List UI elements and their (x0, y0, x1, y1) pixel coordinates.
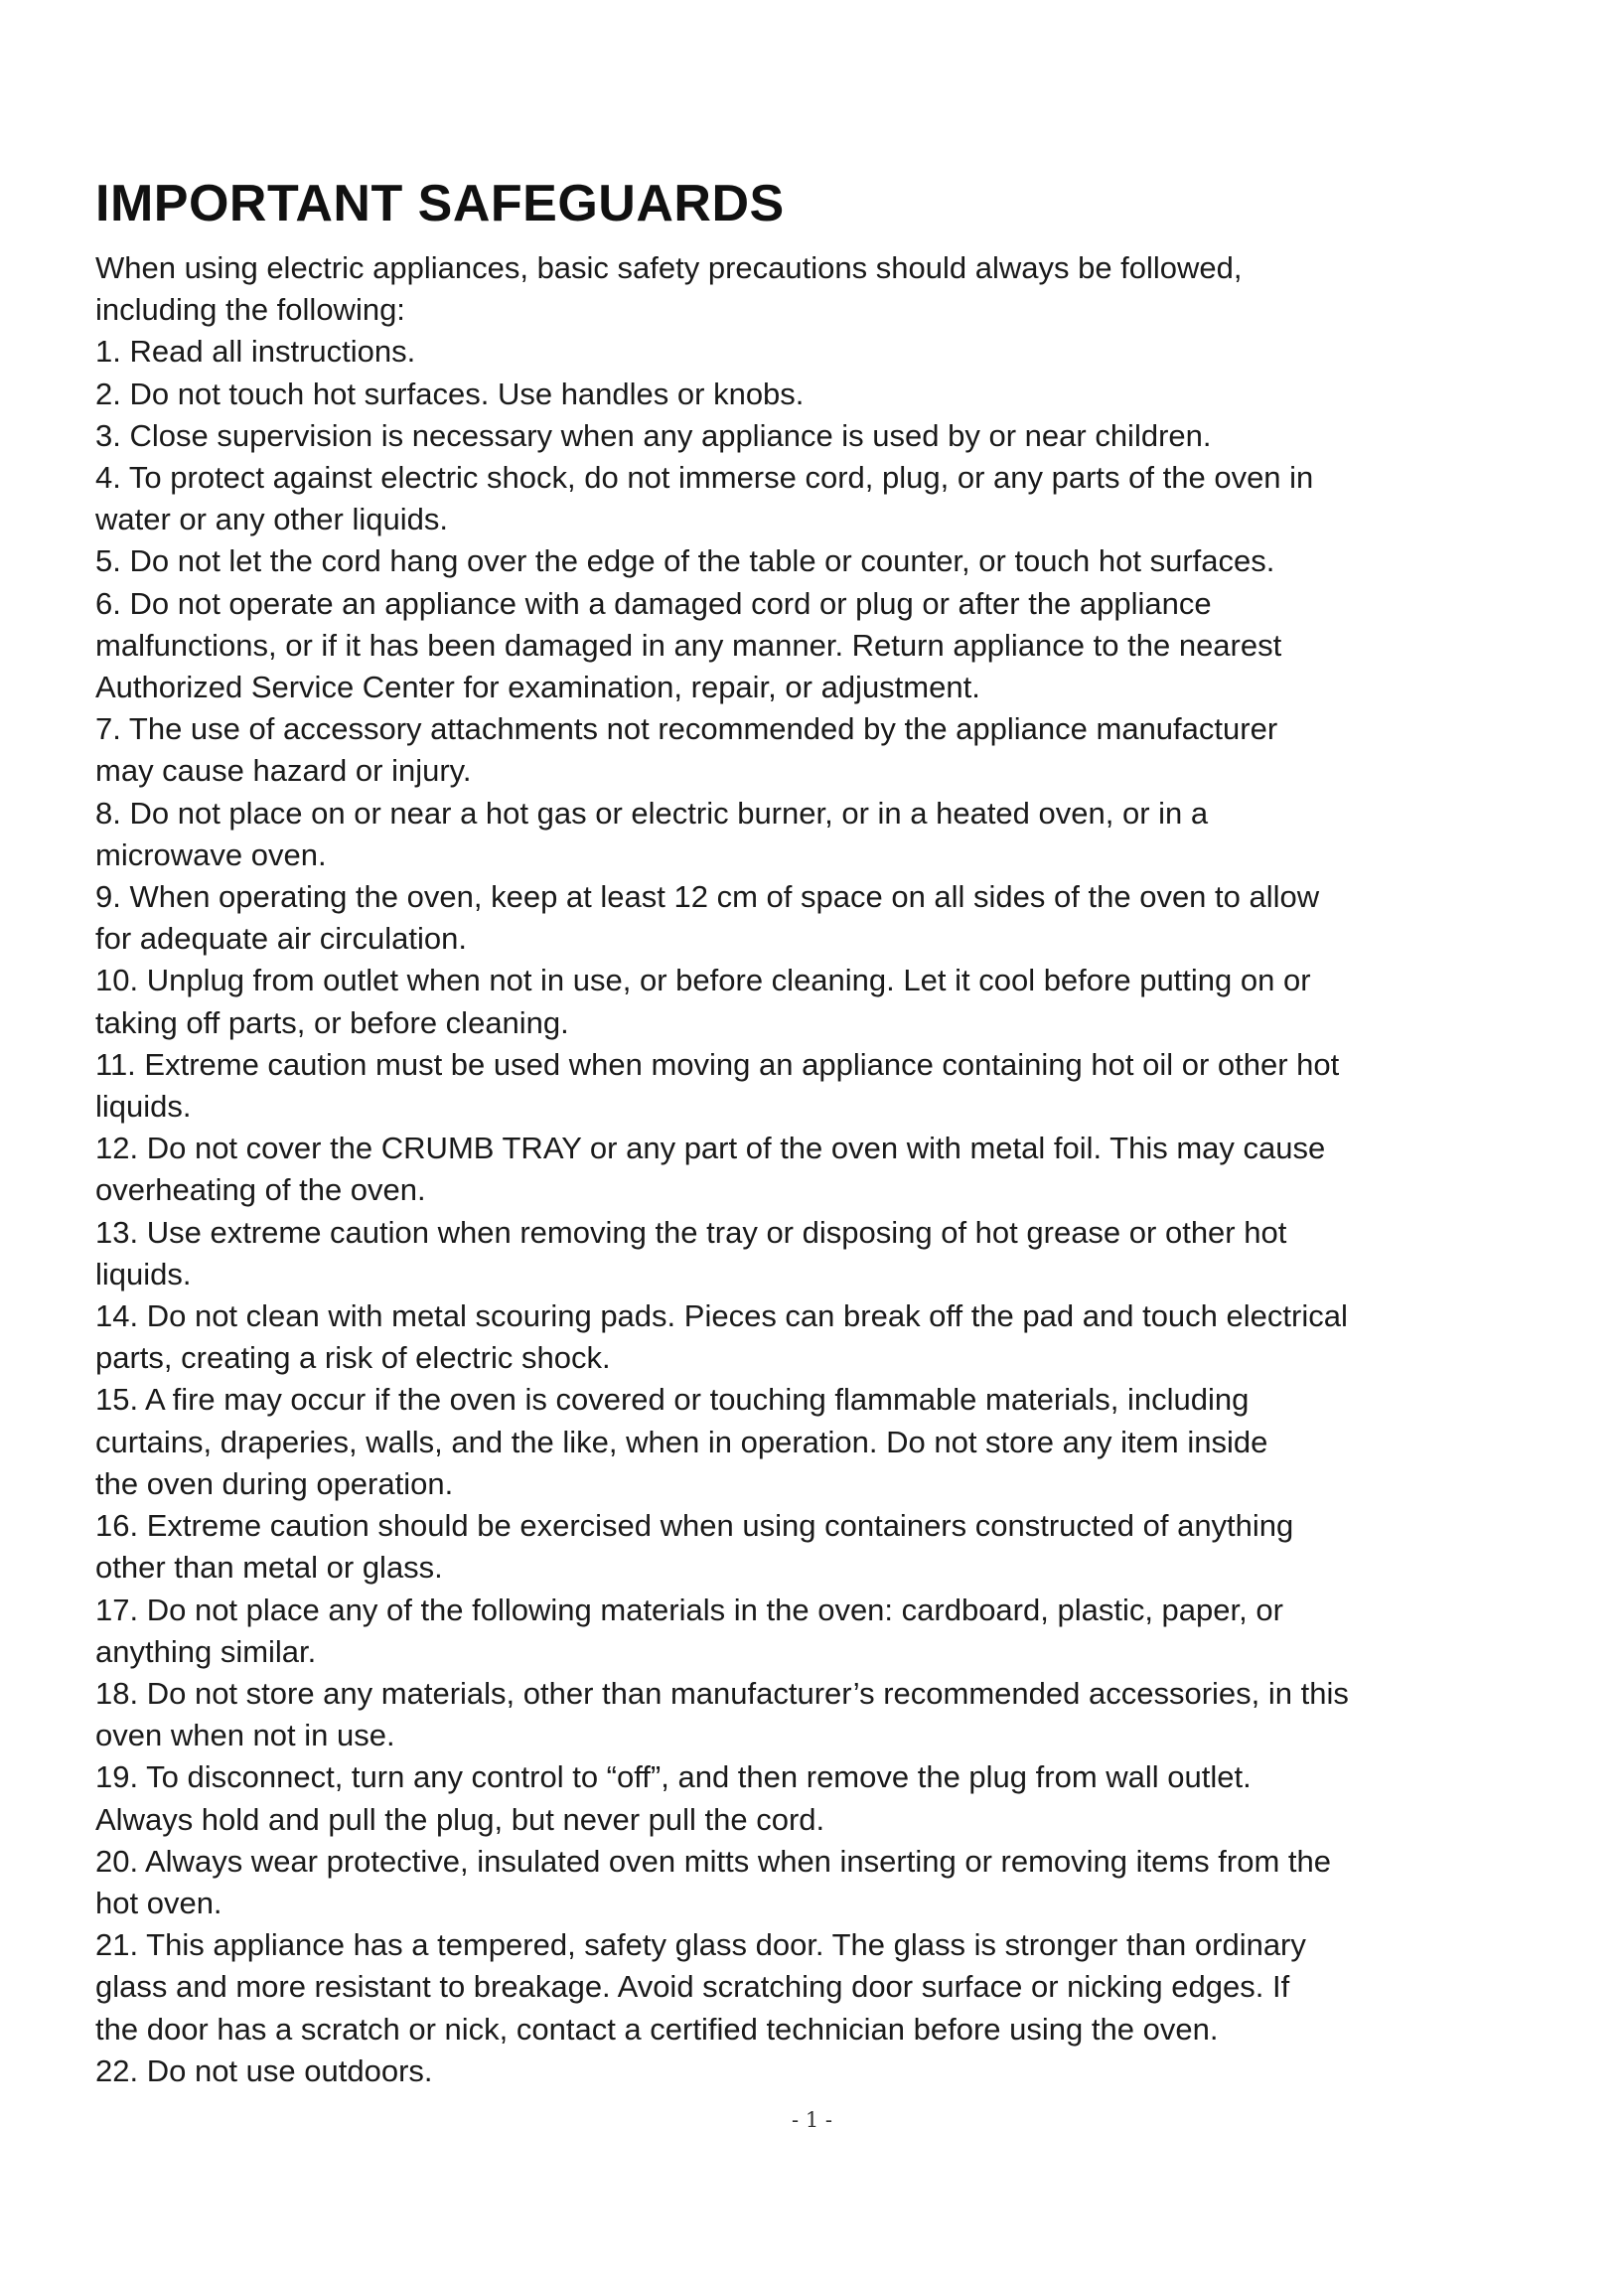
list-item: 4. To protect against electric shock, do not immerse cord, plug, or any parts of the oven in water or any other liquids. (95, 460, 1314, 537)
page-title: IMPORTANT SAFEGUARDS (95, 175, 785, 232)
list-item: 21. This appliance has a tempered, safety glass door. The glass is stronger than ordinary glass and more resistant to breakage. Avoid scratching door surface or nicking edges. If the door has a scratch or nick, contact a certified technician before using the oven. (95, 1927, 1306, 2047)
list-item: 9. When operating the oven, keep at least 12 cm of space on all sides of the oven to allow for adequate air circulation. (95, 879, 1320, 957)
list-item: 16. Extreme caution should be exercised when using containers constructed of anything other than metal or glass. (95, 1508, 1294, 1586)
list-item: 22. Do not use outdoors. (95, 2052, 433, 2088)
list-item: 13. Use extreme caution when removing the tray or disposing of hot grease or other hot liquids. (95, 1214, 1287, 1291)
list-item: 6. Do not operate an appliance with a damaged cord or plug or after the appliance malfunctions, or if it has been damaged in any manner. Return appliance to the nearest Authorized Service Center for examination, repair, or adjustment. (95, 585, 1282, 705)
list-item: 1. Read all instructions. (95, 334, 416, 370)
list-item: 14. Do not clean with metal scouring pads. Pieces can break off the pad and touch electrical parts, creating a risk of electric shock. (95, 1298, 1348, 1376)
document-page (95, 174, 1446, 2092)
list-item: 2. Do not touch hot surfaces. Use handles or knobs. (95, 376, 805, 411)
list-item: 5. Do not let the cord hang over the edge of the table or counter, or touch hot surfaces. (95, 543, 1275, 579)
list-item: 19. To disconnect, turn any control to “off”, and then remove the plug from wall outlet. Always hold and pull the plug, but never pull the cord. (95, 1759, 1252, 1837)
list-item: 3. Close supervision is necessary when any appliance is used by or near children. (95, 417, 1212, 453)
list-item: 10. Unplug from outlet when not in use, or before cleaning. Let it cool before putting on or taking off parts, or before cleaning. (95, 963, 1311, 1040)
safeguards-list (95, 331, 1446, 2092)
list-item: 7. The use of accessory attachments not recommended by the appliance manufacturer may cause hazard or injury. (95, 711, 1278, 789)
list-item: 8. Do not place on or near a hot gas or electric burner, or in a heated oven, or in a microwave oven. (95, 795, 1209, 872)
intro-paragraph: When using electric appliances, basic safety precautions should always be followed, including the following: (95, 250, 1243, 328)
list-item: 12. Do not cover the CRUMB TRAY or any part of the oven with metal foil. This may cause overheating of the oven. (95, 1131, 1326, 1208)
list-item: 20. Always wear protective, insulated oven mitts when inserting or removing items from the hot oven. (95, 1843, 1331, 1920)
page-number: - 1 - (792, 2108, 832, 2132)
list-item: 18. Do not store any materials, other than manufacturer’s recommended accessories, in this oven when not in use. (95, 1675, 1349, 1753)
list-item: 11. Extreme caution must be used when moving an appliance containing hot oil or other hot liquids. (95, 1046, 1340, 1125)
list-item: 17. Do not place any of the following materials in the oven: cardboard, plastic, paper, or anything similar. (95, 1592, 1283, 1669)
list-item: 15. A fire may occur if the oven is covered or touching flammable materials, including curtains, draperies, walls, and the like, when in operation. Do not store any item inside the oven during operation. (95, 1382, 1268, 1501)
